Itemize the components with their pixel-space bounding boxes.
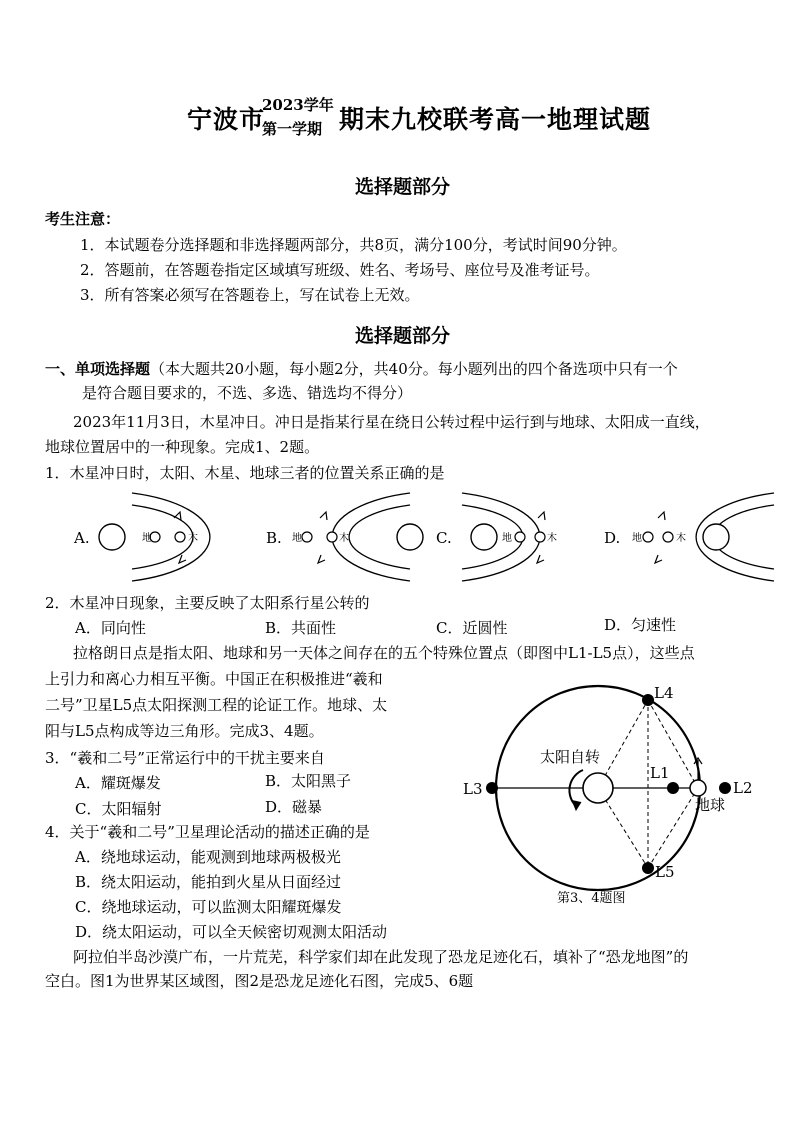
l1-label: L1 — [650, 764, 670, 782]
jupiter-label: 木 — [188, 533, 198, 544]
l2-label: L2 — [733, 779, 753, 797]
q3-option-c: C．太阳辐射 — [75, 800, 162, 818]
title-term: 第一学期 — [262, 120, 323, 138]
q2-option-c: C．近圆性 — [436, 619, 508, 637]
section-title-2: 选择题部分 — [355, 325, 451, 347]
sun-icon — [471, 524, 497, 550]
l2-point — [719, 782, 731, 794]
sun-icon — [583, 773, 613, 803]
notice-item: 3．所有答案必须写在答题卷上，写在试卷上无效。 — [80, 286, 420, 304]
passage1-line: 地球位置居中的一种现象。完成1、2题。 — [45, 438, 320, 456]
jupiter-label: 木 — [339, 533, 349, 544]
passage1-line: 2023年11月3日，木星冲日。冲日是指某行星在绕日公转过程中运行到与地球、太阳成一直线， — [73, 413, 710, 431]
q3-stem: 3．“羲和二号”正常运行中的干扰主要来自 — [45, 749, 325, 767]
q2-option-b: B．共面性 — [265, 619, 337, 637]
l3-point — [486, 782, 498, 794]
q1-option-b-figure — [266, 493, 423, 581]
q2-option-d: D．匀速性 — [604, 616, 677, 634]
q1-figures — [70, 485, 790, 590]
q4-option-c: C．绕地球运动，可以监测太阳耀斑爆发 — [75, 898, 342, 916]
sun-icon — [703, 524, 729, 550]
q1-option-d-figure — [604, 493, 774, 581]
part-one-line2: 是符合题目要求的，不选、多选、错选均不得分） — [82, 384, 413, 402]
l4-point — [642, 694, 654, 706]
passage3-line: 空白。图1为世界某区域图，图2是恐龙足迹化石图，完成5、6题 — [45, 972, 474, 990]
sun-label: 太阳自转 — [540, 748, 601, 766]
l1-point — [667, 782, 679, 794]
passage2-line: 阳与L5点构成等边三角形。完成3、4题。 — [45, 722, 324, 740]
l4-label: L4 — [654, 684, 674, 702]
earth-label: 地 — [502, 533, 512, 544]
q1-option-label: D. — [604, 529, 621, 547]
section-title-1: 选择题部分 — [355, 176, 451, 198]
lagrange-figure — [455, 680, 790, 910]
passage2-line: 拉格朗日点是指太阳、地球和另一天体之间存在的五个特殊位置点（即图中L1-L5点），这些点 — [73, 644, 695, 662]
q1-stem: 1．木星冲日时，太阳、木星、地球三者的位置关系正确的是 — [45, 464, 445, 482]
sun-icon — [99, 524, 125, 550]
q2-stem: 2．木星冲日现象，主要反映了太阳系行星公转的 — [45, 594, 370, 612]
earth-icon — [690, 780, 706, 796]
q3-option-d: D．磁暴 — [265, 798, 323, 816]
title-part2: 期末九校联考高一地理试题 — [339, 105, 652, 134]
passage2-line: 二号”卫星L5点太阳探测工程的论证工作。地球、太 — [45, 696, 388, 714]
passage2-line: 上引力和离心力相互平衡。中国正在积极推进“羲和 — [45, 670, 383, 688]
earth-icon — [302, 532, 312, 542]
q4-option-d: D．绕太阳运动，可以全天候密切观测太阳活动 — [75, 923, 388, 941]
jupiter-icon — [643, 532, 653, 542]
jupiter-icon — [535, 532, 545, 542]
notice-item: 2．答题前，在答题卷指定区域填写班级、姓名、考场号、座位号及准考证号。 — [80, 261, 600, 279]
notice-item: 1．本试题卷分选择题和非选择题两部分，共8页，满分100分，考试时间90分钟。 — [80, 236, 627, 254]
earth-label: 地 — [292, 533, 302, 544]
passage3-line: 阿拉伯半岛沙漠广布，一片荒芜，科学家们却在此发现了恐龙足迹化石，填补了“恐龙地图”的 — [73, 948, 689, 966]
q4-option-a: A．绕地球运动，能观测到地球两极极光 — [75, 848, 341, 866]
jupiter-icon — [327, 532, 337, 542]
sun-icon — [397, 524, 423, 550]
q4-option-b: B．绕太阳运动，能拍到火星从日面经过 — [75, 873, 342, 891]
title-part1: 宁波市 — [187, 105, 266, 134]
l5-point — [642, 862, 654, 874]
earth-label: 地球 — [695, 796, 726, 814]
part-one-desc: （本大题共20小题，每小题2分，共40分。每小题列出的四个备选项中只有一个 — [150, 360, 678, 378]
figure-caption: 第3、4题图 — [557, 891, 626, 906]
q4-stem: 4．关于“羲和二号”卫星理论活动的描述正确的是 — [45, 823, 370, 841]
part-one-line1 — [45, 358, 678, 380]
earth-label: 地 — [632, 533, 642, 544]
q1-option-c-figure — [436, 493, 557, 581]
jupiter-icon — [175, 532, 185, 542]
earth-label: 地 — [142, 533, 152, 544]
q1-option-a-figure — [73, 493, 210, 581]
jupiter-label: 木 — [676, 533, 686, 544]
q3-option-b: B．太阳黑子 — [265, 772, 352, 790]
q2-option-a: A．同向性 — [75, 619, 146, 637]
q1-option-label: B. — [266, 529, 282, 547]
earth-icon — [663, 532, 673, 542]
l5-label: L5 — [655, 863, 675, 881]
part-one-label: 一、单项选择题 — [45, 360, 151, 378]
title-year: 2023学年 — [262, 96, 334, 114]
jupiter-label: 木 — [547, 533, 557, 544]
q1-option-label: A. — [74, 529, 90, 547]
notice-heading: 考生注意： — [45, 210, 121, 228]
l3-label: L3 — [463, 780, 483, 798]
earth-icon — [515, 532, 525, 542]
q1-option-label: C. — [436, 529, 452, 547]
q3-option-a: A．耀斑爆发 — [75, 774, 161, 792]
